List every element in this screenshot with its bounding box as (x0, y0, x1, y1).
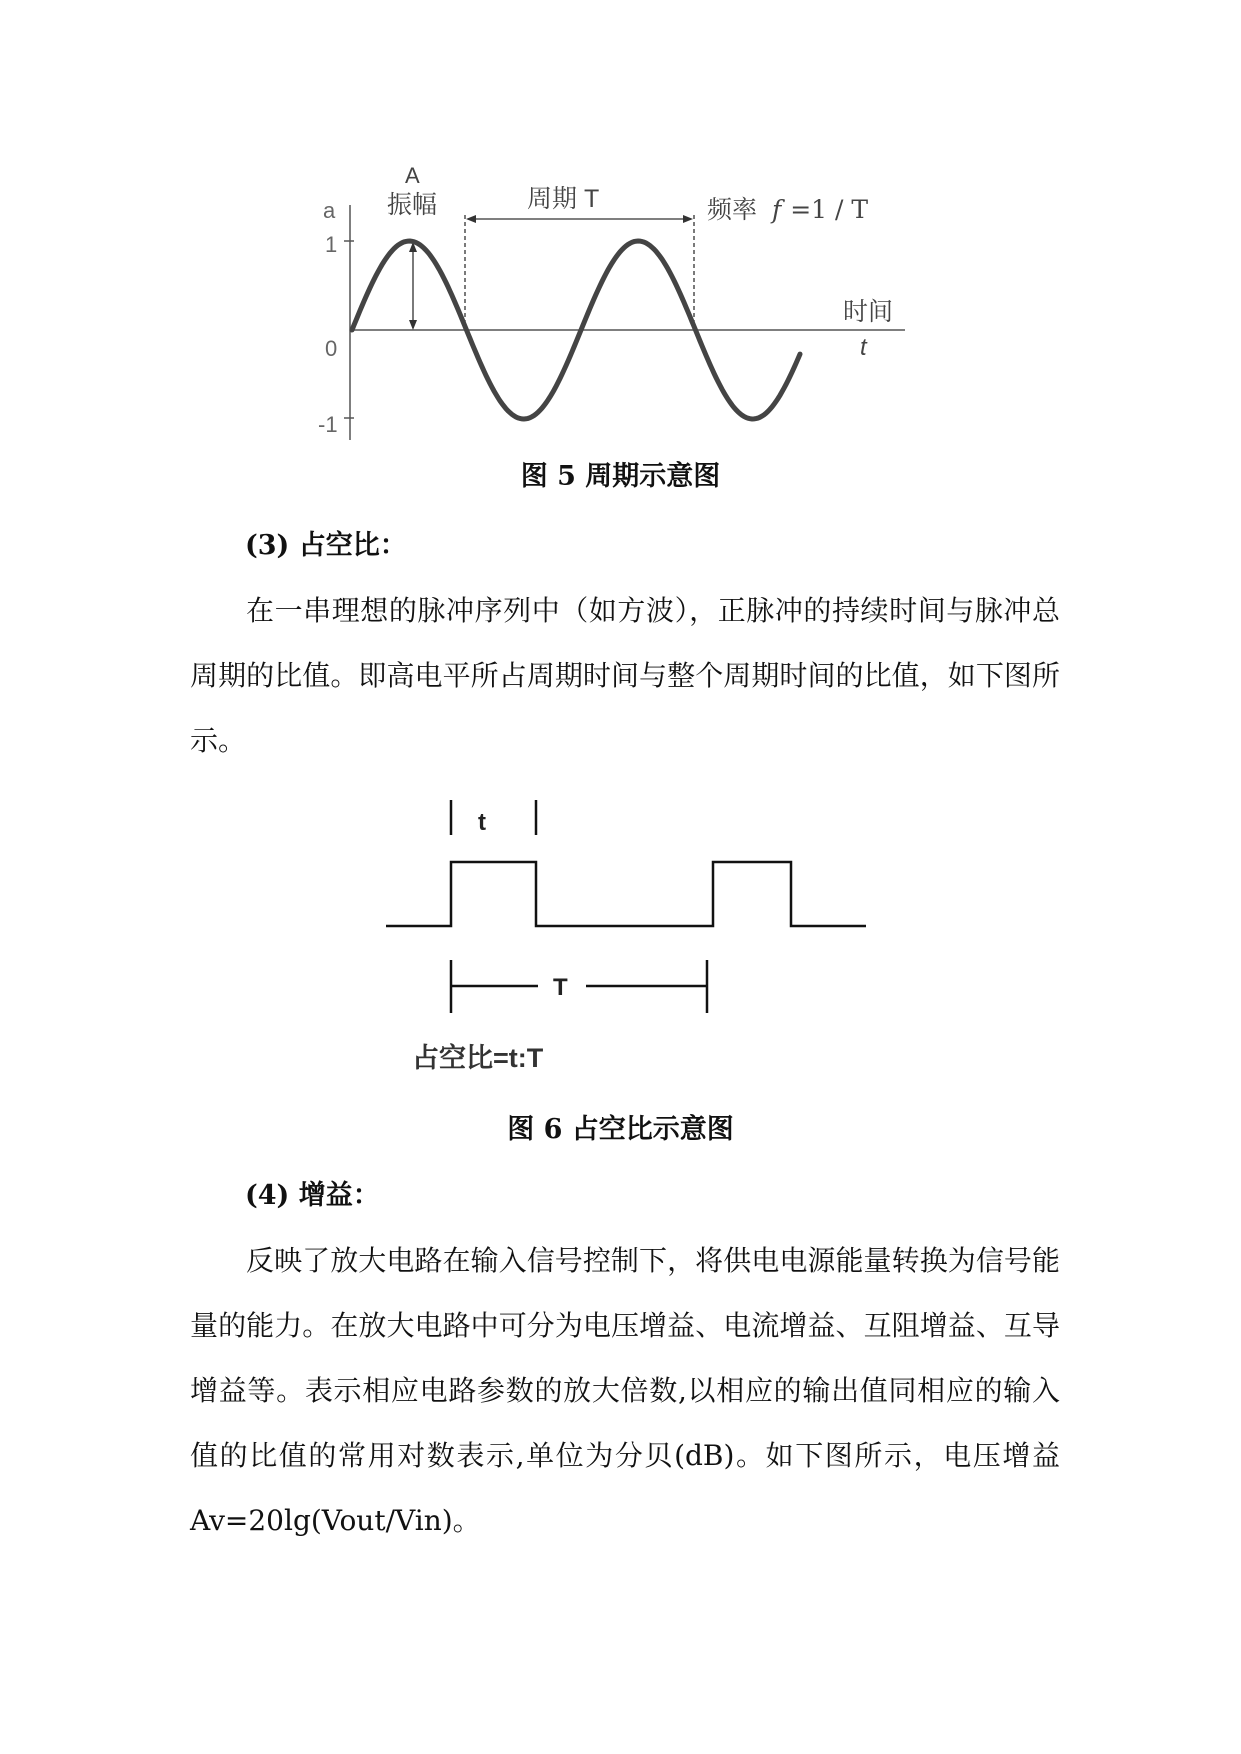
t-label: t (478, 809, 486, 836)
period-diagram (300, 150, 920, 450)
frequency-text: 频率 f =1 / T (707, 195, 869, 224)
section4-paragraph: 反映了放大电路在输入信号控制下，将供电电源能量转换为信号能量的能力。在放大电路中可分为电压增益、电流增益、互阻增益、互导增益等。表示相应电路参数的放大倍数,以相应的输出值同相应的输入值的比值的常用对数表示,单位为分贝(dB)。如下图所示，电压增益 Av=20lg(Vout/Vin)。 (190, 1244, 1060, 1537)
tick-label-neg1: -1 (318, 412, 338, 437)
tick-label-0: 0 (325, 336, 338, 361)
time-text: 时间 (843, 298, 894, 326)
figure5-caption: 图 5 周期示意图 (520, 461, 721, 492)
tick-label-1: 1 (325, 232, 338, 257)
period-arrowhead-right (683, 215, 693, 223)
duty-cycle-formula: 占空比=t:T (412, 1043, 544, 1073)
section3-paragraph: 在一串理想的脉冲序列中（如方波），正脉冲的持续时间与脉冲总周期的比值。即高电平所占周期时间与整个周期时间的比值，如下图所示。 (190, 594, 1060, 757)
time-t: t (860, 334, 867, 361)
duty-cycle-diagram (370, 780, 880, 1080)
T-label: T (553, 974, 568, 1001)
square-wave (386, 862, 866, 926)
section4-heading: (4) 增益： (245, 1180, 380, 1211)
section3-heading: (3) 占空比： (245, 530, 407, 561)
period-text: 周期 T (527, 185, 600, 213)
period-arrowhead-left (466, 215, 476, 223)
figure6-caption: 图 6 占空比示意图 (507, 1114, 734, 1145)
amplitude-arrowhead-bottom (409, 320, 417, 330)
amplitude-text: 振幅 (387, 191, 438, 219)
y-axis-label: a (323, 198, 336, 223)
amplitude-letter: A (405, 163, 420, 188)
